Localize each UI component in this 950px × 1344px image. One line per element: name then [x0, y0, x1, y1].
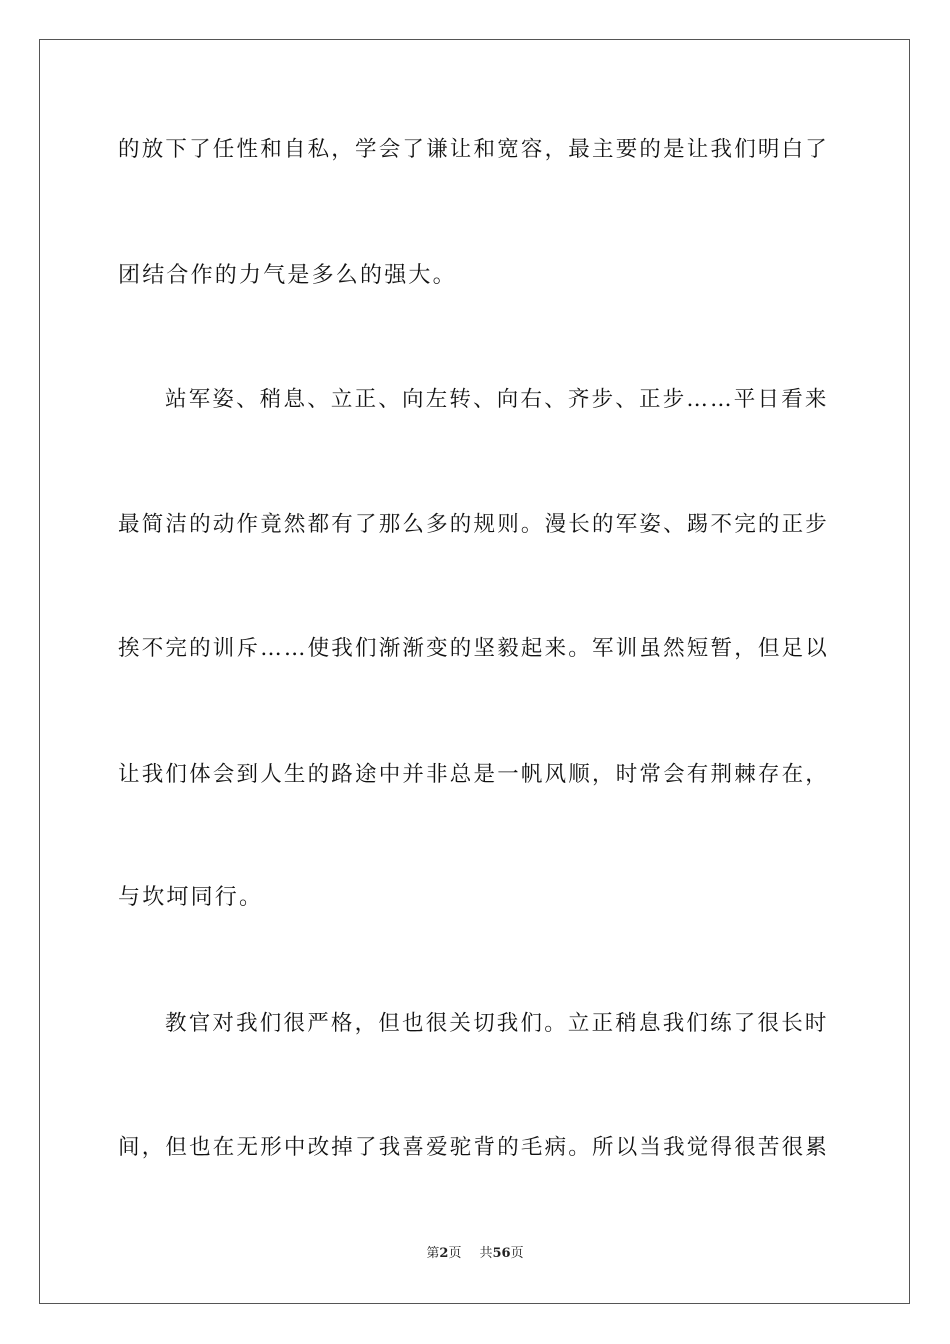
body-text-line: 团结合作的力气是多么的强大。	[118, 263, 457, 288]
total-suffix: 页	[510, 1246, 524, 1261]
body-text-line: 的放下了任性和自私，学会了谦让和宽容，最主要的是让我们明白了	[118, 137, 830, 162]
body-text-line: 让我们体会到人生的路途中并非总是一帆风顺，时常会有荆棘存在，	[118, 762, 830, 787]
page-number: 2	[439, 1246, 449, 1261]
total-prefix: 共	[479, 1246, 493, 1261]
body-text-line: 间，但也在无形中改掉了我喜爱驼背的毛病。所以当我觉得很苦很累	[118, 1135, 830, 1160]
page-footer	[0, 1245, 950, 1263]
page-border	[39, 39, 910, 1304]
body-text-line: 最简洁的动作竟然都有了那么多的规则。漫长的军姿、踢不完的正步	[118, 512, 830, 537]
page-suffix: 页	[448, 1246, 462, 1261]
body-text-line: 挨不完的训斥……使我们渐渐变的坚毅起来。军训虽然短暂，但足以	[118, 636, 830, 661]
body-text-line: 与坎坷同行。	[118, 885, 264, 910]
paragraph-start-line: 站军姿、稍息、立正、向左转、向右、齐步、正步……平日看来	[165, 387, 829, 412]
paragraph-start-line: 教官对我们很严格，但也很关切我们。立正稍息我们练了很长时	[165, 1011, 829, 1036]
page-prefix: 第	[426, 1246, 440, 1261]
total-pages: 56	[492, 1246, 511, 1261]
